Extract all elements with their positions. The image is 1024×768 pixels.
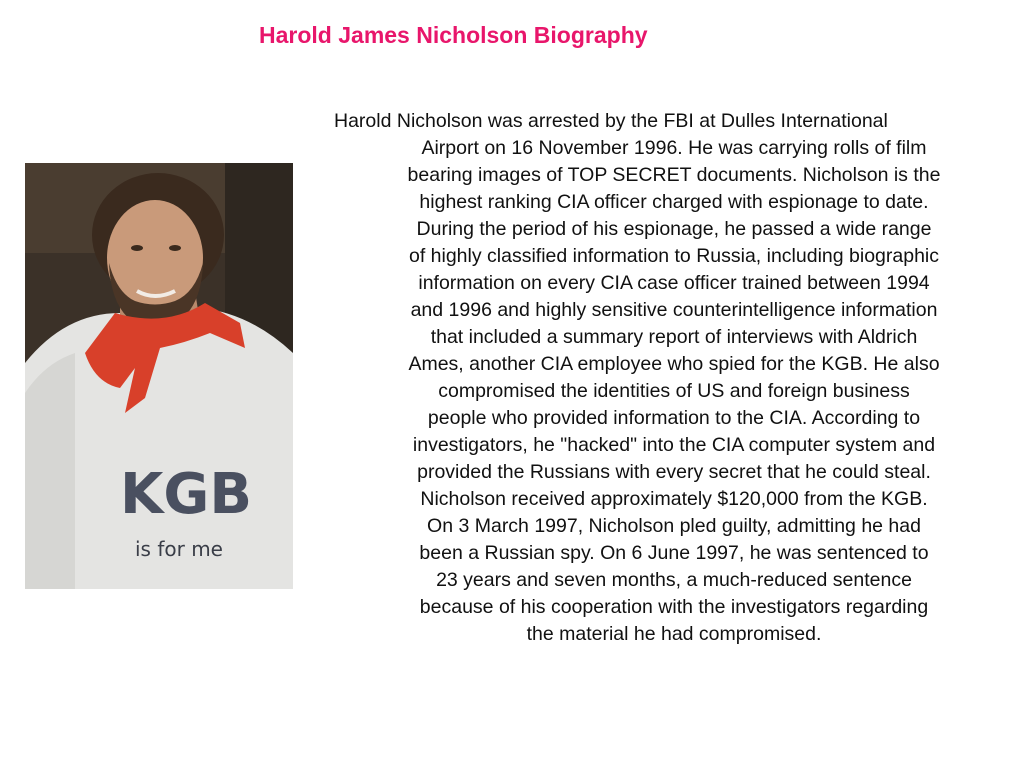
body-line: 23 years and seven months, a much-reduced sentence: [436, 569, 912, 591]
body-line: Ames, another CIA employee who spied for the KGB. He also: [408, 353, 940, 375]
body-line: Airport on 16 November 1996. He was carrying rolls of film: [421, 137, 927, 159]
body-line: the material he had compromised.: [526, 623, 822, 645]
body-line: On 3 March 1997, Nicholson pled guilty, admitting he had: [427, 515, 921, 537]
body-line: that included a summary report of interviews with Aldrich: [430, 326, 918, 348]
body-line: information on every CIA case officer trained between 1994: [418, 272, 930, 294]
body-line: because of his cooperation with the investigators regarding: [419, 596, 929, 618]
body-line: and 1996 and highly sensitive counterintelligence information: [410, 299, 938, 321]
body-line: people who provided information to the CIA. According to: [427, 407, 921, 429]
body-line: been a Russian spy. On 6 June 1997, he was sentenced to: [419, 542, 929, 564]
body-line: of highly classified information to Russia, including biographic: [408, 245, 940, 267]
shirt-text-slogan: is for me: [135, 537, 223, 561]
body-line: provided the Russians with every secret that he could steal.: [417, 461, 931, 483]
shirt-text-kgb: KGB: [120, 462, 253, 527]
body-line: highest ranking CIA officer charged with espionage to date.: [419, 191, 929, 213]
body-line: bearing images of TOP SECRET documents. Nicholson is the: [407, 164, 941, 186]
body-line: compromised the identities of US and foreign business: [438, 380, 910, 402]
body-line: Nicholson received approximately $120,000 from the KGB.: [420, 488, 928, 510]
biography-text: [324, 108, 1000, 648]
slide-title: Harold James Nicholson Biography: [259, 22, 648, 48]
portrait-photo: [25, 163, 293, 589]
body-line: Harold Nicholson was arrested by the FBI at Dulles International: [334, 110, 888, 132]
body-line: During the period of his espionage, he passed a wide range: [416, 218, 932, 240]
body-line: investigators, he "hacked" into the CIA computer system and: [412, 434, 936, 456]
